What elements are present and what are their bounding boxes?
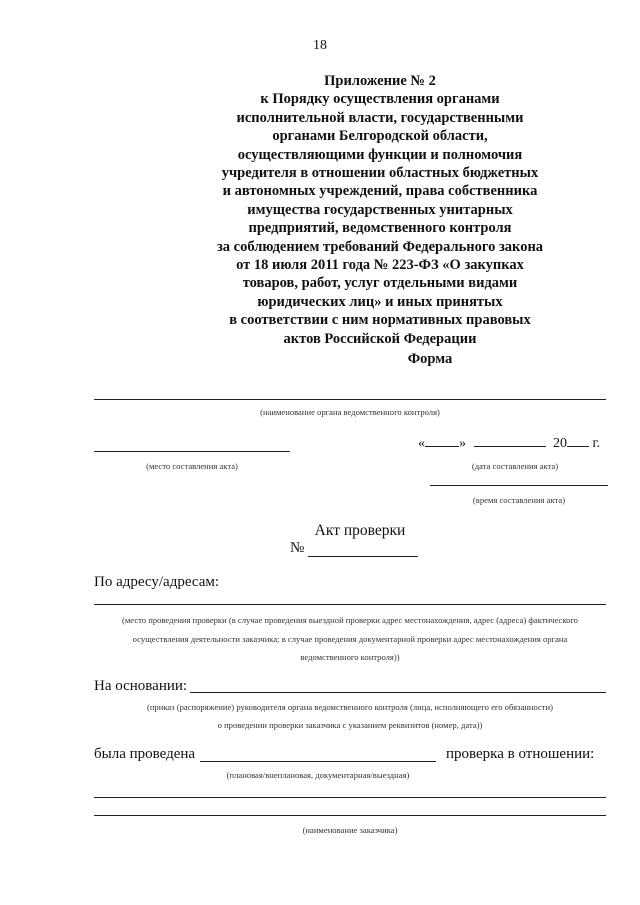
act-number-sign: № [290,540,305,556]
appendix-line: предприятий, ведомственного контроля [248,220,512,237]
date-day-blank[interactable] [425,446,459,447]
form-label: Форма [407,351,453,367]
appendix-header [200,72,560,348]
appendix-line: имущества государственных унитарных [247,201,513,218]
appendix-line: Приложение № 2 [324,73,436,89]
date-year-suffix: г. [592,436,601,451]
organ-name-caption: (наименование органа ведомственного контроля) [260,407,440,417]
time-caption: (время составления акта) [472,495,566,505]
date-year-blank[interactable] [567,446,589,447]
date-month-blank[interactable] [474,446,546,447]
act-number-field[interactable] [308,556,418,557]
appendix-line: и автономных учреждений, права собственника [222,183,538,200]
check-type-field[interactable] [200,761,436,762]
place-field[interactable] [94,451,290,452]
address-caption-3: ведомственного контроля)) [300,652,400,662]
customer-caption: (наименование заказчика) [302,825,398,835]
date-open-quote: « [418,436,425,451]
check-type-caption: (плановая/внеплановая, документарная/выездная) [226,770,410,780]
basis-caption-2: о проведении проверки заказчика с указанием реквизитов (номер, дата)) [217,720,483,730]
basis-label: На основании: [94,678,188,694]
regarding-label: проверка в отношении: [446,746,595,762]
address-field[interactable] [94,604,606,605]
date-caption: (дата составления акта) [471,461,559,471]
appendix-line: к Порядку осуществления органами [260,91,500,108]
appendix-line: товаров, работ, услуг отдельными видами [242,275,518,292]
appendix-line: органами Белгородской области, [272,128,488,145]
date-close-quote: » [459,436,466,451]
address-label: По адресу/адресам: [94,574,220,590]
time-field[interactable] [430,485,608,486]
appendix-line: осуществляющими функции и полномочия [237,146,523,163]
basis-caption-1: (приказ (распоряжение) руководителя органа ведомственного контроля (лица, исполняющего его обязанности) [146,702,554,712]
customer-field-2[interactable] [94,815,606,816]
basis-field[interactable] [190,692,606,693]
act-title: Акт проверки [314,522,406,539]
address-caption-2: осуществления деятельности заказчика; в случае проведения документарной проверки адрес местонахождения органа [132,634,568,644]
appendix-line: юридических лиц» и иных принятых [257,293,503,310]
appendix-line: в соответствии с ним нормативных правовых [229,312,531,329]
date-field[interactable] [418,436,600,452]
place-caption: (место составления акта) [146,461,238,471]
date-year-prefix: 20 [553,436,567,451]
organ-name-field[interactable] [94,399,606,400]
address-caption-1: (место проведения проверки (в случае проведения выездной проверки адрес местонахождения, адрес (адреса) фактического [122,615,578,625]
conducted-label: была проведена [94,746,196,762]
appendix-line: актов Российской Федерации [283,330,477,347]
page-number: 18 [313,38,327,53]
appendix-line: от 18 июля 2011 года № 223-ФЗ «О закупках [236,257,524,274]
appendix-line: учредителя в отношении областных бюджетных [221,165,539,182]
appendix-line: за соблюдением требований Федерального закона [216,238,544,255]
appendix-line: исполнительной власти, государственными [236,109,524,126]
customer-field-1[interactable] [94,797,606,798]
